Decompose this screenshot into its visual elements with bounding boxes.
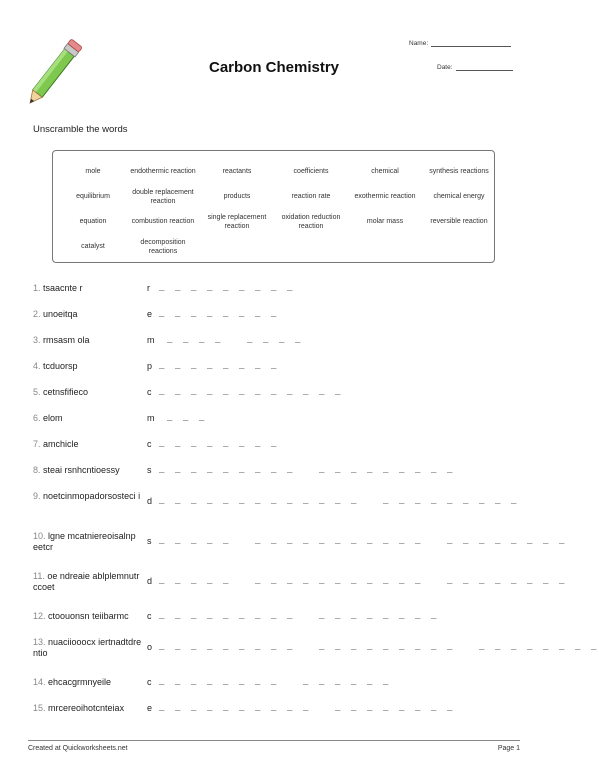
word-bank-item: molar mass [366, 218, 404, 225]
footer-divider [28, 740, 520, 741]
scrambled-word [33, 703, 143, 714]
scrambled-word [33, 491, 143, 502]
first-letter-hint: e [147, 309, 153, 319]
scrambled-text: amchicle [43, 439, 79, 449]
scrambled-word [33, 637, 143, 659]
page-number: Page 1 [497, 745, 520, 752]
answer-blanks[interactable]: _ _ _ _ _ _ _ _ _ _ _ _ _ _ [159, 677, 392, 687]
date-line[interactable] [456, 70, 513, 71]
answer-blanks[interactable]: _ _ _ _ _ _ _ _ _ _ _ _ _ _ _ _ _ _ [159, 703, 456, 713]
scrambled-text: oe ndreaie ablplemnutrccoet [33, 571, 140, 592]
answer-blanks[interactable]: _ _ _ _ _ _ _ _ _ _ _ _ _ _ _ _ _ _ _ _ _ _ _ _ [159, 536, 568, 546]
first-letter-hint: c [147, 611, 152, 621]
footer-credit: Created at Quickworksheets.net [28, 745, 128, 752]
question-number: 9. [33, 491, 41, 501]
date-label: Date: [437, 64, 453, 71]
scrambled-text: mrcereoihotcnteiax [48, 703, 125, 713]
scrambled-text: ehcacgrmnyeile [48, 677, 112, 687]
scrambled-word [33, 387, 143, 398]
first-letter-hint: d [147, 496, 153, 506]
name-label: Name: [409, 40, 429, 47]
word-bank-item: coefficients [293, 168, 329, 175]
answer-blanks[interactable]: _ _ _ _ _ _ _ _ _ [159, 283, 296, 293]
first-letter-hint: c [147, 677, 152, 687]
question-number: 13. [33, 637, 46, 647]
scrambled-text: tsaacnte r [43, 283, 83, 293]
question-number: 14. [33, 677, 46, 687]
scrambled-text: elom [43, 413, 63, 423]
question-number: 1. [33, 283, 41, 293]
answer-blanks[interactable]: _ _ _ _ _ _ _ _ _ _ _ _ [159, 387, 344, 397]
answer-blanks[interactable]: _ _ _ _ _ _ _ _ _ _ _ _ _ _ _ _ _ _ _ _ _ _ _ _ [159, 576, 568, 586]
scrambled-word [33, 677, 143, 688]
word-bank-item: reaction rate [291, 193, 331, 200]
word-bank-item: reversible reaction [430, 218, 488, 225]
question-number: 11. [33, 571, 45, 581]
question-number: 3. [33, 335, 41, 345]
question-number: 7. [33, 439, 41, 449]
word-bank-item: mole [85, 168, 101, 175]
name-line[interactable] [431, 46, 511, 47]
first-letter-hint: o [147, 642, 153, 652]
question-number: 2. [33, 309, 41, 319]
word-bank-item: catalyst [81, 243, 105, 250]
word-bank-grid [59, 159, 490, 259]
answer-blanks[interactable]: _ _ _ _ _ _ _ _ [159, 439, 280, 449]
first-letter-hint: s [147, 536, 152, 546]
question-number: 4. [33, 361, 41, 371]
scrambled-word [33, 309, 143, 320]
word-bank-item: oxidation reduction reaction [281, 213, 341, 230]
scrambled-word [33, 465, 143, 476]
scrambled-word [33, 361, 143, 372]
first-letter-hint: d [147, 576, 153, 586]
word-bank-item: equilibrium [76, 193, 110, 200]
word-bank-item: decomposition reactions [140, 238, 186, 255]
scrambled-text: nuaciiooocx iertnadtdre ntio [33, 637, 142, 658]
scrambled-word [33, 571, 143, 593]
answer-blanks[interactable]: _ _ _ _ _ _ _ _ [159, 335, 304, 345]
scrambled-text: lgne mcatniereoisalnp eetcr [33, 531, 136, 552]
scrambled-text: rmsasm ola [43, 335, 90, 345]
word-bank-item: reactants [222, 168, 252, 175]
scrambled-text: ctoouonsn teiibarmc [48, 611, 129, 621]
question-number: 6. [33, 413, 41, 423]
word-bank-item: synthesis reactions [429, 168, 489, 175]
scrambled-word [33, 335, 143, 346]
first-letter-hint: r [147, 283, 150, 293]
question-number: 12. [33, 611, 46, 621]
scrambled-word [33, 531, 143, 553]
scrambled-text: cetnsfifieco [43, 387, 89, 397]
answer-blanks[interactable]: _ _ _ _ _ _ _ _ [159, 361, 280, 371]
first-letter-hint: e [147, 703, 153, 713]
word-bank-item: products [223, 193, 251, 200]
answer-blanks[interactable]: _ _ _ _ _ _ _ _ _ _ _ _ _ _ _ _ _ _ _ _ _ _ [159, 496, 520, 506]
answer-blanks[interactable]: _ _ _ _ _ _ _ _ _ _ _ _ _ _ _ _ _ _ [159, 465, 456, 475]
word-bank-item: equation [79, 218, 107, 225]
word-bank-item: single replacement reaction [207, 213, 267, 230]
first-letter-hint: p [147, 361, 153, 371]
first-letter-hint: m [147, 413, 155, 423]
scrambled-word [33, 611, 143, 622]
scrambled-word [33, 413, 143, 424]
question-number: 8. [33, 465, 41, 475]
question-number: 5. [33, 387, 41, 397]
scrambled-word [33, 439, 143, 450]
word-bank-item: endothermic reaction [130, 168, 196, 175]
answer-blanks[interactable]: _ _ _ _ _ _ _ _ _ _ _ _ _ _ _ _ _ _ _ _ _ _ _ _ _ _ [159, 642, 599, 652]
name-field[interactable] [409, 40, 511, 47]
first-letter-hint: c [147, 387, 152, 397]
word-bank-item: combustion reaction [131, 218, 195, 225]
question-number: 10. [33, 531, 46, 541]
answer-blanks[interactable]: _ _ _ [159, 413, 208, 423]
word-bank-item: double replacement reaction [132, 188, 194, 205]
instructions: Unscramble the words [33, 124, 128, 135]
scrambled-text: unoeitqa [43, 309, 78, 319]
scrambled-text: steai rsnhcntioessy [43, 465, 120, 475]
first-letter-hint: m [147, 335, 155, 345]
word-bank [52, 150, 495, 263]
scrambled-text: tcduorsp [43, 361, 78, 371]
word-bank-item: chemical [371, 168, 399, 175]
answer-blanks[interactable]: _ _ _ _ _ _ _ _ [159, 309, 280, 319]
page-title: Carbon Chemistry [208, 59, 340, 76]
first-letter-hint: c [147, 439, 152, 449]
word-bank-item: exothermic reaction [354, 193, 416, 200]
scrambled-word [33, 283, 143, 294]
first-letter-hint: s [147, 465, 152, 475]
word-bank-item: chemical energy [433, 193, 485, 200]
question-number: 15. [33, 703, 46, 713]
date-field[interactable] [437, 64, 513, 71]
scrambled-text: noetcinmopadorsosteci i [43, 491, 141, 501]
answer-blanks[interactable]: _ _ _ _ _ _ _ _ _ _ _ _ _ _ _ _ _ [159, 611, 440, 621]
